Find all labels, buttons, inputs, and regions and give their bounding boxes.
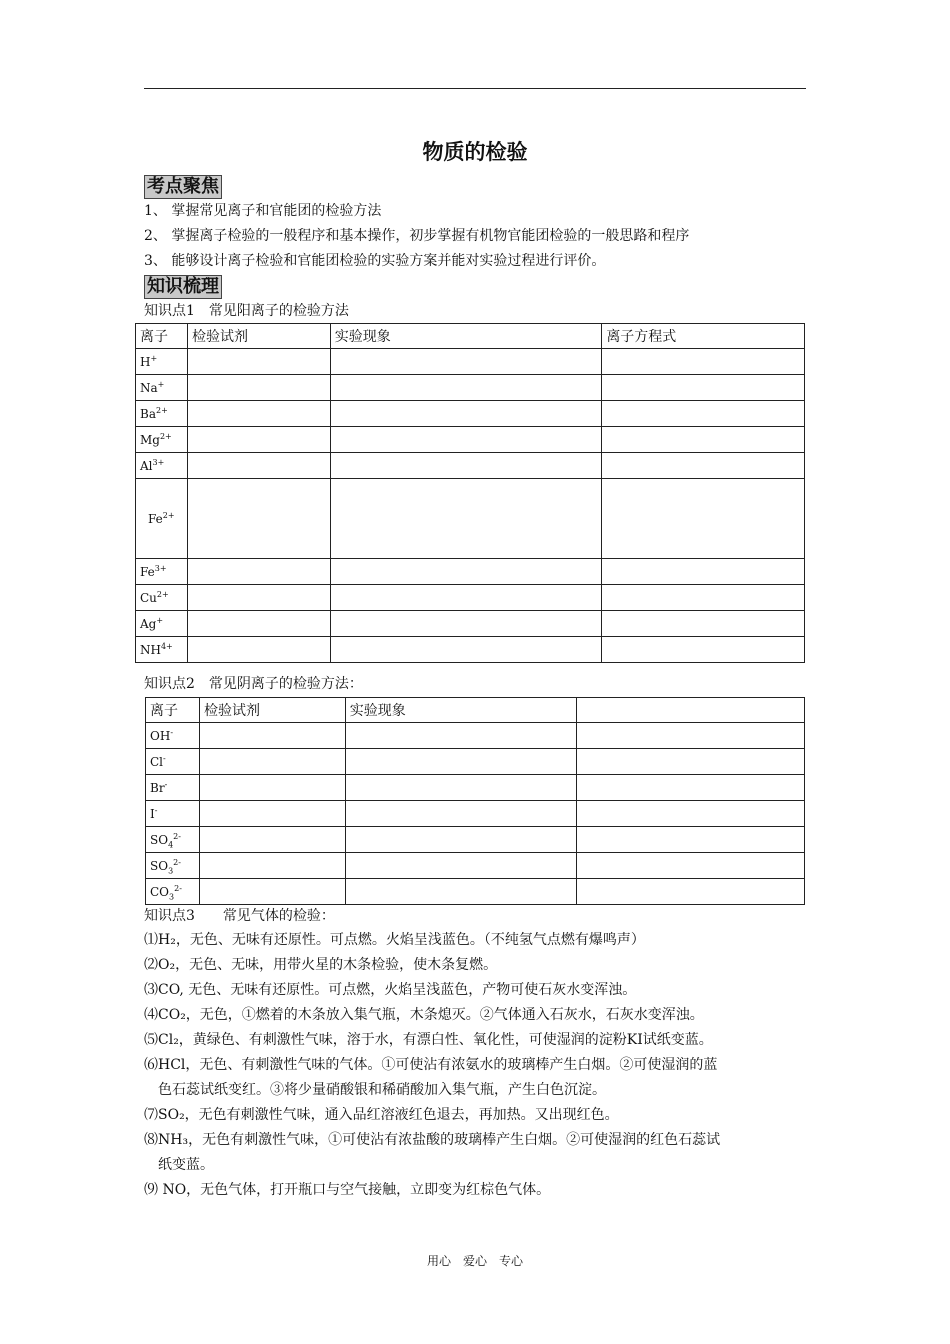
focus-item-2: 2、 掌握离子检验的一般程序和基本操作，初步掌握有机物官能团检验的一般思路和程序 bbox=[144, 228, 690, 244]
gas-line-6-cont: 色石蕊试纸变红。③将少量硝酸银和稀硝酸加入集气瓶，产生白色沉淀。 bbox=[158, 1082, 606, 1098]
point3-caption: 知识点3 常见气体的检验： bbox=[144, 908, 335, 924]
gas-line-3: ⑶CO, 无色、无味有还原性。可点燃，火焰呈浅蓝色，产物可使石灰水变浑浊。 bbox=[144, 982, 637, 998]
blank-answer-cell bbox=[345, 827, 577, 853]
blank-answer-cell bbox=[187, 559, 330, 585]
ion-formula: $CO_3^{2-}$ bbox=[150, 883, 182, 901]
column-header: 检验试剂 bbox=[199, 698, 345, 723]
blank-answer-cell bbox=[330, 401, 602, 427]
blank-answer-cell bbox=[187, 637, 330, 663]
blank-answer-cell bbox=[187, 427, 330, 453]
header-row bbox=[136, 324, 805, 349]
blank-answer-cell bbox=[602, 349, 805, 375]
column-header: 离子 bbox=[146, 698, 200, 723]
blank-answer-cell bbox=[187, 453, 330, 479]
ion-cell bbox=[146, 749, 200, 775]
ion-formula: Cl- bbox=[150, 753, 166, 769]
table-row bbox=[136, 585, 805, 611]
table-row bbox=[136, 375, 805, 401]
table-row bbox=[136, 611, 805, 637]
ion-formula: Na+ bbox=[140, 379, 165, 395]
ion-cell bbox=[136, 427, 188, 453]
blank-answer-cell bbox=[187, 375, 330, 401]
ion-formula: $NH^{4+}$ bbox=[140, 641, 173, 657]
header-rule bbox=[144, 88, 806, 89]
blank-answer-cell bbox=[602, 479, 805, 559]
ion-formula: $Mg^{2+}$ bbox=[140, 431, 172, 447]
gas-line-5: ⑸Cl₂，黄绿色、有刺激性气味，溶于水，有漂白性、氧化性，可使湿润的淀粉KI试纸变蓝。 bbox=[144, 1032, 713, 1048]
ion-cell bbox=[136, 453, 188, 479]
blank-answer-cell bbox=[199, 853, 345, 879]
gas-line-8: ⑻NH₃，无色有刺激性气味，①可使沾有浓盐酸的玻璃棒产生白烟。②可使湿润的红色石蕊试 bbox=[144, 1132, 721, 1148]
blank-answer-cell bbox=[602, 559, 805, 585]
gas-line-7: ⑺SO₂，无色有刺激性气味，通入品红溶液红色退去，再加热。又出现红色。 bbox=[144, 1107, 619, 1123]
ion-formula: $SO_4^{2-}$ bbox=[150, 831, 181, 849]
ion-cell bbox=[136, 559, 188, 585]
blank-answer-cell bbox=[345, 749, 577, 775]
table-row bbox=[136, 559, 805, 585]
blank-answer-cell bbox=[199, 723, 345, 749]
blank-answer-cell bbox=[330, 427, 602, 453]
ion-cell bbox=[136, 375, 188, 401]
point1-caption: 知识点1 常见阳离子的检验方法 bbox=[144, 303, 349, 319]
gas-line-1: ⑴H₂，无色、无味有还原性。可点燃。火焰呈浅蓝色。（不纯氢气点燃有爆鸣声） bbox=[144, 932, 645, 948]
blank-answer-cell bbox=[577, 853, 805, 879]
table-row bbox=[136, 401, 805, 427]
column-header: 检验试剂 bbox=[187, 324, 330, 349]
blank-answer-cell bbox=[187, 611, 330, 637]
blank-answer-cell bbox=[602, 401, 805, 427]
ion-formula: $Fe^{2+}$ bbox=[148, 510, 175, 526]
blank-answer-cell bbox=[602, 637, 805, 663]
table-row bbox=[146, 723, 805, 749]
column-header: 实验现象 bbox=[345, 698, 577, 723]
blank-answer-cell bbox=[330, 611, 602, 637]
gas-line-6: ⑹HCl，无色、有刺激性气味的气体。①可使沾有浓氨水的玻璃棒产生白烟。②可使湿润的蓝 bbox=[144, 1057, 718, 1073]
blank-answer-cell bbox=[199, 879, 345, 905]
blank-answer-cell bbox=[602, 453, 805, 479]
blank-answer-cell bbox=[345, 775, 577, 801]
ion-formula: $Cu^{2+}$ bbox=[140, 589, 169, 605]
table-row bbox=[146, 827, 805, 853]
ion-formula: $Al^{3+}$ bbox=[140, 457, 165, 473]
ion-cell bbox=[136, 585, 188, 611]
blank-answer-cell bbox=[330, 637, 602, 663]
gas-line-9: ⑼ NO，无色气体，打开瓶口与空气接触，立即变为红棕色气体。 bbox=[144, 1182, 551, 1198]
blank-answer-cell bbox=[187, 349, 330, 375]
ion-cell bbox=[146, 801, 200, 827]
ion-cell bbox=[136, 479, 188, 559]
table-row bbox=[136, 349, 805, 375]
ion-cell bbox=[146, 853, 200, 879]
ion-cell bbox=[136, 637, 188, 663]
point2-caption: 知识点2 常见阴离子的检验方法： bbox=[144, 676, 363, 692]
blank-answer-cell bbox=[330, 453, 602, 479]
table-row bbox=[146, 853, 805, 879]
ion-formula: $Fe^{3+}$ bbox=[140, 563, 167, 579]
blank-answer-cell bbox=[602, 585, 805, 611]
ion-formula: $SO_3^{2-}$ bbox=[150, 857, 181, 875]
blank-answer-cell bbox=[577, 801, 805, 827]
ion-cell bbox=[146, 775, 200, 801]
blank-answer-cell bbox=[602, 375, 805, 401]
blank-answer-cell bbox=[330, 585, 602, 611]
ion-cell bbox=[136, 401, 188, 427]
gas-line-8-cont: 纸变蓝。 bbox=[158, 1157, 214, 1173]
anion-table bbox=[145, 697, 805, 905]
focus-item-1: 1、 掌握常见离子和官能团的检验方法 bbox=[144, 203, 382, 219]
blank-answer-cell bbox=[577, 879, 805, 905]
page-footer: 用心 爱心 专心 bbox=[426, 1254, 523, 1268]
blank-answer-cell bbox=[602, 611, 805, 637]
blank-answer-cell bbox=[199, 749, 345, 775]
blank-answer-cell bbox=[602, 427, 805, 453]
blank-answer-cell bbox=[330, 559, 602, 585]
ion-cell bbox=[146, 879, 200, 905]
ion-formula: H+ bbox=[140, 353, 158, 369]
blank-answer-cell bbox=[330, 479, 602, 559]
ion-formula: Ag+ bbox=[140, 615, 164, 631]
ion-cell bbox=[146, 827, 200, 853]
gas-line-2: ⑵O₂，无色、无味，用带火星的木条检验，使木条复燃。 bbox=[144, 957, 498, 973]
column-header bbox=[577, 698, 805, 723]
ion-cell bbox=[146, 723, 200, 749]
blank-answer-cell bbox=[577, 749, 805, 775]
ion-cell bbox=[136, 611, 188, 637]
blank-answer-cell bbox=[187, 585, 330, 611]
blank-answer-cell bbox=[577, 723, 805, 749]
ion-formula: I- bbox=[150, 805, 158, 821]
column-header: 实验现象 bbox=[330, 324, 602, 349]
blank-answer-cell bbox=[345, 801, 577, 827]
table-row bbox=[146, 749, 805, 775]
focus-item-3: 3、 能够设计离子检验和官能团检验的实验方案并能对实验过程进行评价。 bbox=[144, 253, 606, 269]
blank-answer-cell bbox=[330, 349, 602, 375]
blank-answer-cell bbox=[199, 827, 345, 853]
table-row bbox=[146, 775, 805, 801]
blank-answer-cell bbox=[187, 401, 330, 427]
ion-formula: $Ba^{2+}$ bbox=[140, 405, 168, 421]
blank-answer-cell bbox=[345, 723, 577, 749]
focus-heading: 考点聚焦 bbox=[144, 175, 222, 199]
blank-answer-cell bbox=[199, 801, 345, 827]
knowledge-heading: 知识梳理 bbox=[144, 275, 222, 299]
blank-answer-cell bbox=[187, 479, 330, 559]
blank-answer-cell bbox=[577, 775, 805, 801]
column-header: 离子 bbox=[136, 324, 188, 349]
page-title: 物质的检验 bbox=[422, 140, 528, 164]
table-row bbox=[136, 427, 805, 453]
ion-cell bbox=[136, 349, 188, 375]
gas-line-4: ⑷CO₂，无色，①燃着的木条放入集气瓶，木条熄灭。②气体通入石灰水，石灰水变浑浊。 bbox=[144, 1007, 704, 1023]
table-row bbox=[146, 801, 805, 827]
ion-formula: OH- bbox=[150, 727, 174, 743]
column-header: 离子方程式 bbox=[602, 324, 805, 349]
blank-answer-cell bbox=[345, 879, 577, 905]
blank-answer-cell bbox=[199, 775, 345, 801]
header-row bbox=[146, 698, 805, 723]
blank-answer-cell bbox=[330, 375, 602, 401]
ion-formula: Br- bbox=[150, 779, 168, 795]
table-row bbox=[136, 479, 805, 559]
table-row bbox=[146, 879, 805, 905]
blank-answer-cell bbox=[577, 827, 805, 853]
blank-answer-cell bbox=[345, 853, 577, 879]
table-row bbox=[136, 637, 805, 663]
table-row bbox=[136, 453, 805, 479]
cation-table bbox=[135, 323, 805, 663]
